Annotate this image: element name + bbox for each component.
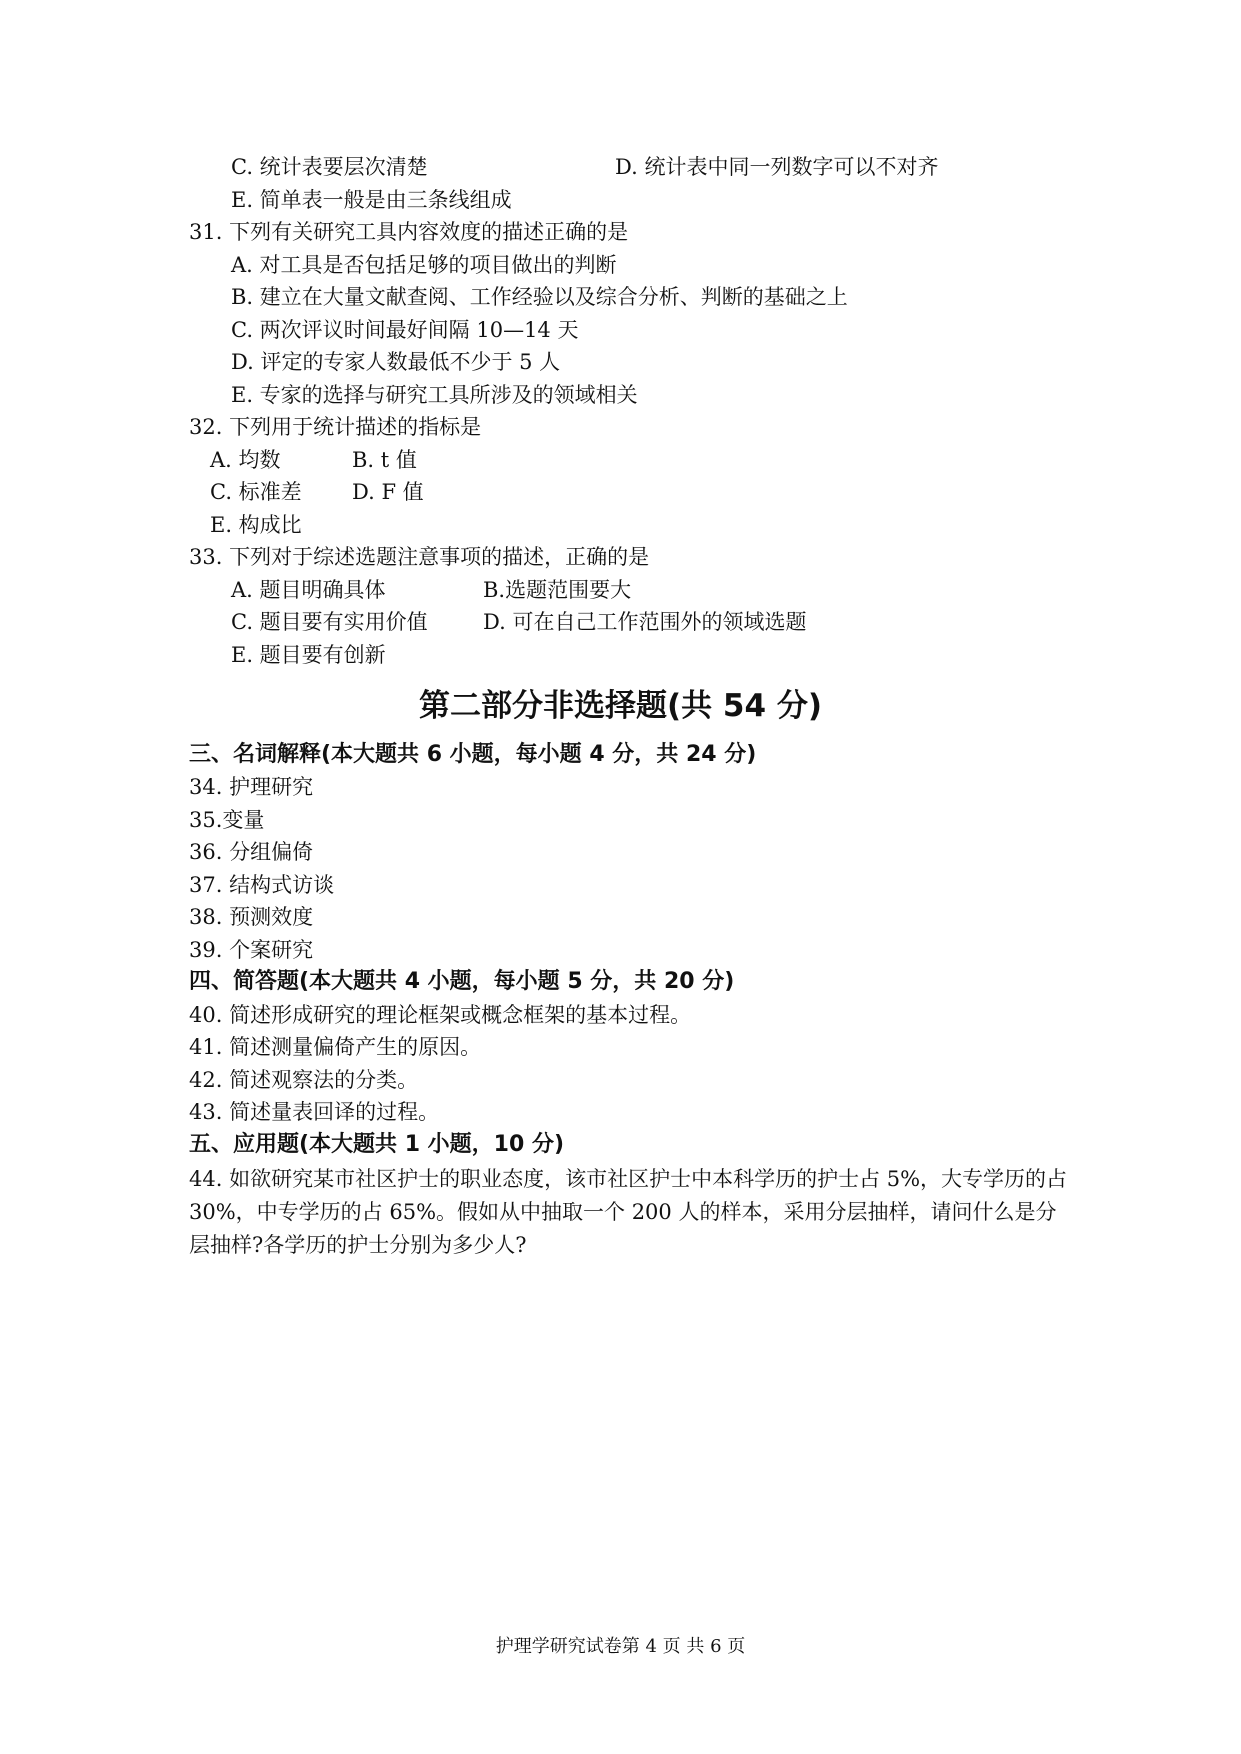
q32-stem: 32. 下列用于统计描述的指标是 (189, 415, 482, 439)
q30-option-d: D. 统计表中同一列数字可以不对齐 (615, 155, 939, 179)
q30-option-e: E. 简单表一般是由三条线组成 (231, 188, 512, 212)
section3-item: 37. 结构式访谈 (189, 873, 335, 897)
q32-option-a: A. 均数 (210, 448, 281, 472)
section3-heading: 三、名词解释(本大题共 6 小题，每小题 4 分，共 24 分) (189, 742, 757, 767)
q31-option-b: B. 建立在大量文献查阅、工作经验以及综合分析、判断的基础之上 (231, 285, 848, 309)
q31-option-c: C. 两次评议时间最好间隔 10—14 天 (231, 318, 579, 342)
section4-item: 43. 简述量表回译的过程。 (189, 1100, 440, 1124)
q31-stem: 31. 下列有关研究工具内容效度的描述正确的是 (189, 220, 629, 244)
part2-title: 第二部分非选择题(共 54 分) (418, 688, 823, 724)
section5-heading: 五、应用题(本大题共 1 小题，10 分) (189, 1132, 565, 1157)
q30-option-c: C. 统计表要层次清楚 (231, 155, 428, 179)
q33-option-e: E. 题目要有创新 (231, 643, 386, 667)
page-footer: 护理学研究试卷第 4 页 共 6 页 (495, 1636, 746, 1657)
q33-option-d: D. 可在自己工作范围外的领域选题 (483, 610, 807, 634)
section3-item: 34. 护理研究 (189, 775, 314, 799)
q32-option-c: C. 标准差 (210, 480, 302, 504)
section3-item: 35.变量 (189, 808, 265, 832)
section3-item: 39. 个案研究 (189, 938, 314, 962)
section4-heading: 四、简答题(本大题共 4 小题，每小题 5 分，共 20 分) (189, 969, 735, 994)
q31-option-a: A. 对工具是否包括足够的项目做出的判断 (231, 253, 617, 277)
q32-option-d: D. F 值 (352, 480, 424, 504)
q31-option-d: D. 评定的专家人数最低不少于 5 人 (231, 350, 561, 374)
q33-option-c: C. 题目要有实用价值 (231, 610, 428, 634)
q31-option-e: E. 专家的选择与研究工具所涉及的领域相关 (231, 383, 638, 407)
section4-item: 41. 简述测量偏倚产生的原因。 (189, 1035, 482, 1059)
section3-item: 36. 分组偏倚 (189, 840, 314, 864)
q33-option-b: B.选题范围要大 (483, 578, 632, 602)
q32-option-e: E. 构成比 (210, 513, 302, 537)
section4-item: 42. 简述观察法的分类。 (189, 1068, 419, 1092)
q33-option-a: A. 题目明确具体 (231, 578, 386, 602)
section4-item: 40. 简述形成研究的理论框架或概念框架的基本过程。 (189, 1003, 692, 1027)
q33-stem: 33. 下列对于综述选题注意事项的描述，正确的是 (189, 545, 650, 569)
section3-item: 38. 预测效度 (189, 905, 314, 929)
q44-paragraph: 44. 如欲研究某市社区护士的职业态度，该市社区护士中本科学历的护士占 5%，大专学历的占 30%，中专学历的占 65%。假如从中抽取一个 200 人的样本，采用分层抽样，请问什么是分层抽样?各学历的护士分别为多少人? (189, 1167, 1068, 1257)
q32-option-b: B. t 值 (352, 448, 417, 472)
